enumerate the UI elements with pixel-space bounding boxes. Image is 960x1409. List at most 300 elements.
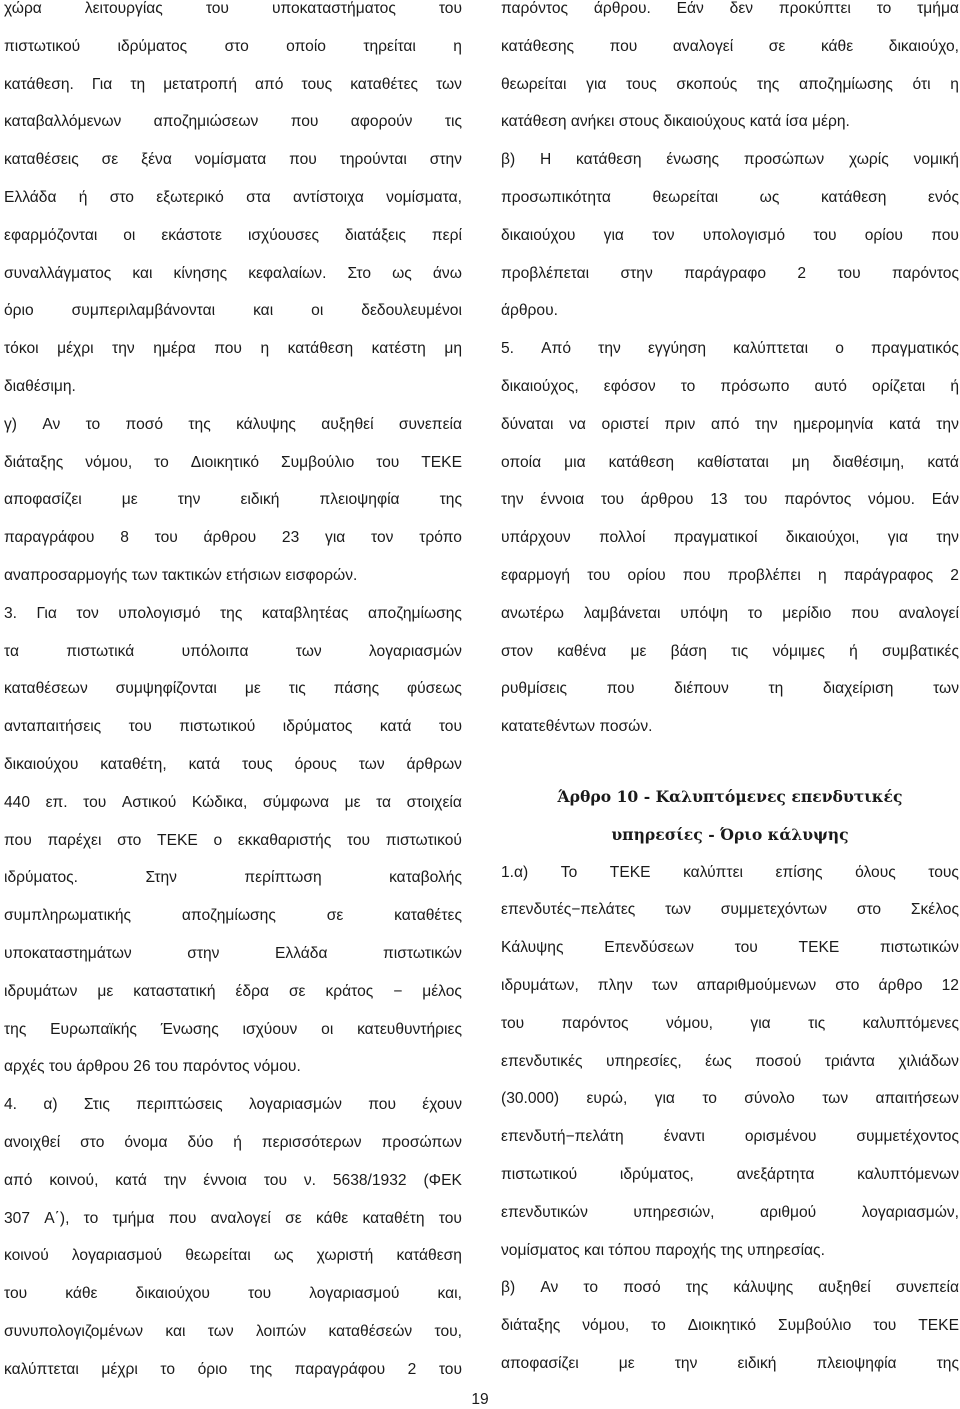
word: Ελλάδα	[275, 944, 328, 962]
word: ως	[392, 264, 412, 282]
text-line	[4, 189, 462, 227]
text-line	[501, 1317, 959, 1355]
word: όριο	[4, 302, 34, 320]
word: διαχείριση	[823, 680, 894, 698]
word: σε	[768, 37, 786, 55]
text-line	[4, 227, 462, 265]
word: συμμετέχοντος	[856, 1128, 959, 1146]
word: κατέστη	[371, 340, 426, 358]
word: παρόντος	[561, 1014, 629, 1032]
word: θεωρείται	[652, 188, 719, 206]
word: ν.	[303, 1171, 316, 1189]
word: ορίου	[864, 226, 903, 244]
word: κοινού	[4, 1247, 49, 1265]
text-line	[501, 901, 959, 939]
word: προσωπικότητα	[501, 188, 611, 206]
word: και	[132, 264, 153, 282]
word: επενδυτές−πελάτες	[501, 901, 636, 919]
text-line	[501, 680, 959, 718]
word: ισχύουσες	[247, 226, 320, 244]
text-line	[501, 454, 959, 492]
word: καλυπτόμενες	[862, 1014, 959, 1032]
word: για	[325, 529, 346, 547]
word: Αν	[540, 1279, 559, 1297]
text-line	[4, 605, 462, 643]
word: που	[290, 113, 319, 131]
word: των	[822, 1090, 849, 1108]
word: επενδυτή−πελάτη	[501, 1128, 624, 1146]
word: ιδρύματος	[117, 37, 188, 55]
word: παρόντος	[784, 491, 852, 509]
word: ΤΕΚΕ	[157, 831, 198, 849]
word: στα	[246, 188, 271, 206]
word: στο	[80, 1133, 105, 1151]
word: 5.	[501, 340, 515, 358]
word: συναλλάγματος	[4, 264, 112, 282]
word: το	[160, 1360, 176, 1378]
word: Αν	[42, 415, 61, 433]
word: πιστωτικού	[501, 1165, 578, 1183]
word: υπόλοιπα	[181, 642, 249, 660]
word: κατά	[927, 453, 959, 471]
text-line	[4, 794, 462, 832]
word: εκάστοτε	[161, 226, 223, 244]
word: ειδική	[737, 1354, 777, 1372]
word: ή	[233, 1133, 242, 1151]
text-line	[501, 1053, 959, 1091]
word: έδρα	[235, 982, 269, 1000]
word: αυτό	[814, 377, 847, 395]
text-line	[4, 983, 462, 1021]
word: Διοικητικό	[190, 453, 260, 471]
word: όλους	[855, 863, 896, 881]
word: με	[121, 491, 138, 509]
word: συνεπεία	[895, 1279, 959, 1297]
word: με	[244, 680, 261, 698]
word: Επενδύσεων	[604, 939, 694, 957]
word: περιπτώσεις	[136, 1096, 223, 1114]
text-line-content: κατατεθέντων ποσών.	[501, 718, 653, 736]
text-line	[501, 1279, 959, 1317]
text-line	[501, 265, 959, 303]
word: καλύπτει	[683, 863, 743, 881]
word: απαριθμούμενων	[696, 976, 817, 994]
word: δύναται	[501, 415, 554, 433]
word: ανωτέρω	[501, 604, 564, 622]
page-number: 19	[471, 1391, 489, 1408]
word: υποκαταστημάτων	[4, 944, 132, 962]
word: Η	[539, 151, 552, 169]
word: δικαιούχου	[4, 755, 79, 773]
word: τρόπο	[419, 529, 462, 547]
word: Κώδικα,	[191, 793, 248, 811]
word: μέχρι	[57, 340, 94, 358]
word: πλειοψηφία	[319, 491, 400, 509]
word: Διοικητικό	[687, 1317, 757, 1335]
text-line	[4, 1021, 462, 1059]
word: διάταξης	[501, 1317, 561, 1335]
word: Για	[91, 75, 113, 93]
word: την	[177, 491, 201, 509]
word: καταθέτη,	[100, 755, 167, 773]
word: επενδυτικές	[501, 1052, 583, 1070]
word: λαμβάνεται	[583, 604, 661, 622]
text-line	[4, 680, 462, 718]
text-line	[4, 832, 462, 870]
word: σε	[101, 151, 119, 169]
text-line	[501, 864, 959, 902]
text-line	[501, 1166, 959, 1204]
word: του	[205, 0, 229, 17]
word: των	[436, 75, 462, 93]
word: κατά	[188, 755, 221, 773]
word: που	[606, 680, 635, 698]
word: από	[4, 1171, 33, 1189]
word: με	[618, 1354, 635, 1372]
word: τις	[731, 642, 749, 660]
word: κάλυψης	[733, 1279, 794, 1297]
word: του	[128, 718, 152, 736]
word: κατάθεση	[576, 151, 642, 169]
text-line	[501, 113, 959, 151]
word: ρυθμίσεις	[501, 680, 568, 698]
text-line	[4, 1285, 462, 1323]
word: ορίζεται	[871, 377, 926, 395]
word: εγγύηση	[647, 340, 707, 358]
word: ημερομηνία	[793, 415, 874, 433]
word: οριστεί	[601, 415, 649, 433]
word: ΤΕΚΕ	[609, 863, 651, 881]
word: λογαριασμών	[248, 1096, 342, 1114]
word: το	[702, 1090, 717, 1108]
text-line	[4, 1096, 462, 1134]
word: 307	[4, 1209, 31, 1227]
word: ανεξάρτητα	[736, 1165, 815, 1183]
text-line	[501, 302, 959, 340]
word: των	[933, 680, 959, 698]
word: παρόντος	[501, 0, 569, 17]
word: ότι	[912, 75, 931, 93]
word: μη	[791, 453, 810, 471]
word: κατευθυντήριες	[357, 1020, 462, 1038]
word: των	[651, 976, 678, 994]
text-line	[501, 340, 959, 378]
text-line	[4, 76, 462, 114]
word: οι	[311, 302, 324, 320]
word: που	[609, 37, 638, 55]
word: έννοια	[540, 491, 585, 509]
word: η	[260, 340, 270, 358]
word: το	[154, 453, 169, 471]
word: που	[214, 340, 242, 358]
word: καθένα	[557, 642, 607, 660]
text-line	[501, 1204, 959, 1242]
word: αντίστοιχα	[292, 188, 364, 206]
word: διέπουν	[674, 680, 729, 698]
word: ειδική	[240, 491, 280, 509]
word: την	[936, 529, 959, 547]
text-line	[4, 529, 462, 567]
text-line	[501, 977, 959, 1015]
word: περί	[431, 226, 462, 244]
word: ιδρυμάτων	[4, 982, 78, 1000]
word: τον	[371, 529, 394, 547]
word: υπηρεσίες,	[606, 1052, 682, 1070]
word: ποσό	[623, 1279, 661, 1297]
word: την	[598, 340, 621, 358]
word: συμβατικές	[881, 642, 959, 660]
word: Στην	[145, 869, 177, 887]
word: κατάθεση	[820, 188, 887, 206]
word: κάλυψης	[236, 415, 296, 433]
word: για	[654, 1090, 675, 1108]
word: ή	[78, 188, 88, 206]
word: του	[346, 831, 371, 849]
word: α)	[43, 1096, 58, 1114]
word: κατάθεση.	[4, 75, 74, 93]
word: τις	[808, 1014, 826, 1032]
text-line-content: αναπροσαρμογής των τακτικών ετήσιων εισφορών.	[4, 566, 358, 584]
word: την	[936, 415, 959, 433]
text-line	[4, 1210, 462, 1248]
word: για	[603, 226, 624, 244]
text-line	[501, 643, 959, 681]
word: από	[255, 75, 284, 93]
word: της	[4, 1020, 27, 1038]
word: πιστωτικών	[383, 944, 462, 962]
word: στο	[109, 188, 134, 206]
word: πάσης	[333, 680, 380, 698]
word: για	[750, 1014, 771, 1032]
text-line	[501, 1355, 959, 1393]
text-line	[501, 38, 959, 76]
word: στο	[835, 976, 860, 994]
word: για	[586, 75, 607, 93]
text-line	[501, 378, 959, 416]
text-line	[4, 756, 462, 794]
word: αποζημιώσεων	[153, 113, 259, 131]
word: τμήμα	[917, 0, 959, 17]
word: αυξηθεί	[321, 415, 374, 433]
word: αποφασίζει	[4, 491, 82, 509]
word: υπολογισμό	[118, 604, 201, 622]
word: τον	[76, 604, 99, 622]
word: όνομα	[124, 1133, 168, 1151]
word: εκκαθαριστής	[237, 831, 332, 849]
word: την	[501, 491, 524, 509]
word: αφορούν	[350, 113, 413, 131]
text-line	[4, 378, 462, 416]
word: τηρείται	[363, 37, 416, 55]
word: της	[439, 491, 462, 509]
word: του	[438, 0, 462, 17]
word: νομίσματα,	[386, 188, 462, 206]
word: τμήμα	[112, 1209, 155, 1227]
word: Συμβούλιο	[778, 1317, 852, 1335]
word: Στις	[83, 1096, 110, 1114]
word: διαθέσιμη,	[832, 453, 905, 471]
word: υπηρεσιών,	[633, 1203, 715, 1221]
word: Εάν	[676, 0, 704, 17]
word: στο	[224, 37, 249, 55]
word: εφόσον	[603, 377, 656, 395]
word: του,	[434, 1322, 462, 1340]
word: συμπεριλαμβάνονται	[71, 302, 216, 320]
word: με	[344, 793, 361, 811]
text-line	[501, 1128, 959, 1166]
word: τους	[242, 755, 273, 773]
text-line	[4, 869, 462, 907]
word: ευρώ,	[586, 1090, 628, 1108]
text-line	[501, 1242, 959, 1280]
word: άρθρου.	[593, 0, 651, 17]
word: αναλογεί	[672, 37, 734, 55]
text-line	[4, 491, 462, 529]
text-line	[4, 945, 462, 983]
word: επενδυτικών	[501, 1203, 588, 1221]
word: ιδρυμάτων,	[501, 976, 579, 994]
word: η	[453, 37, 462, 55]
word: πριν	[664, 415, 696, 433]
word: 8	[120, 529, 129, 547]
text-line	[501, 491, 959, 529]
text-line-content: αρχές του άρθρου 26 του παρόντος νόμου.	[4, 1058, 301, 1076]
text-line	[4, 1247, 462, 1285]
word: στην	[187, 944, 220, 962]
word: ή	[950, 377, 959, 395]
word: Α΄),	[44, 1209, 70, 1227]
word: ανταπαιτήσεις	[4, 718, 102, 736]
word: θεωρείται	[501, 75, 567, 93]
word: καθίσταται	[697, 453, 769, 471]
word: Στο	[347, 264, 372, 282]
text-line	[4, 38, 462, 76]
text-line	[4, 907, 462, 945]
word: τα	[376, 793, 392, 811]
word: διατάξεις	[344, 226, 406, 244]
word: δεν	[729, 0, 754, 17]
text-line	[501, 939, 959, 977]
word: που	[289, 151, 317, 169]
word: ως	[759, 188, 780, 206]
word: κατά	[115, 1171, 147, 1189]
word: καταθέσεων	[4, 680, 88, 698]
word: προσώπων	[743, 151, 825, 169]
word: ΤΕΚΕ	[421, 453, 462, 471]
word: το	[83, 1209, 99, 1227]
word: αυξηθεί	[818, 1279, 871, 1297]
word: προβλέπει	[727, 566, 801, 584]
word: 5638/1932	[332, 1171, 407, 1189]
word: τηρούνται	[339, 151, 407, 169]
word: υπόψη	[680, 604, 728, 622]
text-line	[4, 265, 462, 303]
word: συνεπεία	[398, 415, 462, 433]
word: νόμου,	[665, 1014, 713, 1032]
word: καταθέσεις	[4, 151, 79, 169]
word: φύσεως	[407, 680, 462, 698]
word: παρόντος	[891, 264, 959, 282]
word: των	[358, 755, 385, 773]
word: λειτουργίας	[84, 0, 163, 17]
word: των	[207, 1322, 234, 1340]
word: το	[747, 604, 763, 622]
word: αναλογεί	[210, 1209, 271, 1227]
text-line	[501, 227, 959, 265]
word: Το	[560, 863, 578, 881]
word: δικαιούχος,	[501, 377, 579, 395]
word: μια	[564, 453, 586, 471]
word: Συμβούλιο	[281, 453, 355, 471]
text-line	[4, 454, 462, 492]
word: εφαρμογή	[501, 566, 571, 584]
word: την	[674, 1354, 698, 1372]
word: β)	[501, 1279, 516, 1297]
word: καταθέσεών	[328, 1322, 413, 1340]
word: νομική	[913, 151, 959, 169]
word: πρόσωπο	[720, 377, 790, 395]
word: συνυπολογιζομένων	[4, 1322, 144, 1340]
word: άρθρου	[640, 491, 694, 509]
heading-spacer	[501, 756, 959, 788]
word: Για	[36, 604, 57, 622]
text-line	[4, 643, 462, 681]
word: του	[438, 1360, 462, 1378]
word: ως	[273, 1247, 294, 1265]
word: ο	[213, 831, 223, 849]
word: πιστωτικού	[4, 37, 81, 55]
word: Ευρωπαϊκής	[50, 1020, 137, 1038]
word: προκύπτει	[778, 0, 851, 17]
word: πιστωτικού	[385, 831, 462, 849]
text-line	[4, 567, 462, 605]
word: νόμου,	[582, 1317, 630, 1335]
word: τις	[444, 113, 462, 131]
word: παράγραφο	[684, 264, 767, 282]
word: τόκοι	[4, 340, 39, 358]
text-line	[4, 151, 462, 189]
word: ιδρύματος	[282, 718, 353, 736]
word: αποζημίωσης	[368, 604, 462, 622]
word: άρθρου	[203, 529, 257, 547]
word: αποζημίωσης	[798, 75, 893, 93]
text-line	[501, 1090, 959, 1128]
word: σε	[288, 982, 306, 1000]
word: σύμφωνα	[262, 793, 330, 811]
word: της	[220, 604, 243, 622]
word: μη	[444, 340, 462, 358]
word: και,	[437, 1285, 462, 1303]
word: ποσό	[125, 415, 164, 433]
word: Σκέλος	[910, 901, 959, 919]
word: ΤΕΚΕ	[918, 1317, 959, 1335]
text-line	[501, 416, 959, 454]
word: Από	[541, 340, 572, 358]
text-line	[4, 340, 462, 378]
word: παρέχει	[47, 831, 102, 849]
word: μετατροπή	[163, 75, 237, 93]
word: κράτος	[325, 982, 374, 1000]
text-line	[501, 0, 959, 38]
word: η	[950, 75, 959, 93]
word: παράγραφος	[843, 566, 934, 584]
word: στην	[620, 264, 653, 282]
text-line	[501, 567, 959, 605]
text-line	[501, 189, 959, 227]
word: δικαιούχοι,	[785, 529, 860, 547]
word: β)	[501, 151, 516, 169]
word: των	[295, 642, 322, 660]
